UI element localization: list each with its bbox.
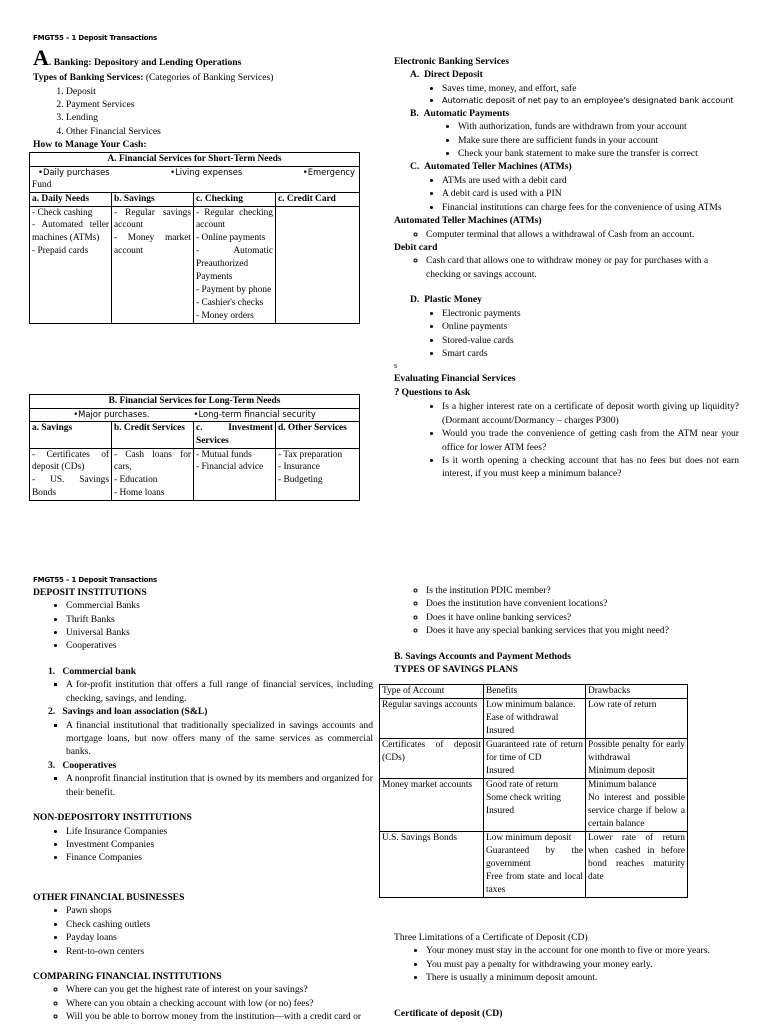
column-header: c. Credit Card [276, 192, 360, 206]
list-item: 4. Other Financial Services [66, 125, 360, 138]
section-heading: Automated Teller Machines (ATMs) [394, 215, 542, 227]
list-item: • A debit card is used with a PIN [442, 187, 739, 200]
list-item: • Financial institutions can charge fees for the convenience of using ATMs [442, 201, 739, 214]
table-cell: Low rate of return [586, 698, 688, 738]
list-item: • Check your bank statement to make sure the transfer is correct [458, 147, 739, 160]
table-title: B. Financial Services for Long-Term Needs [30, 395, 360, 409]
list-item: • Electronic payments [442, 307, 739, 320]
list-item: • Investment Companies [66, 838, 373, 851]
list-item: ◦ Does it have online banking services? [426, 611, 739, 624]
list-item: • Universal Banks [66, 626, 373, 639]
definition-text: ▪ A for-profit institution that offers a full range of financial services, including checking, savings, and lending. [66, 678, 373, 705]
section-heading: Three Limitations of a Certificate of Deposit (CD) [394, 932, 588, 943]
column-header: b. Credit Services [112, 421, 194, 448]
left-column [33, 34, 360, 152]
table-cell: Good rate of return Some check writing Insured [484, 778, 586, 831]
section-title [33, 44, 360, 70]
list-item: 3. Lending [66, 111, 360, 124]
list-item: • Commercial Banks [66, 599, 373, 612]
section-heading: DEPOSIT INSTITUTIONS [33, 586, 147, 598]
section-heading: TYPES OF SAVINGS PLANS [394, 664, 518, 676]
definition-text: ▪ A nonprofit financial institution that is owned by its members and organized for their benefit. [66, 772, 373, 799]
section-heading: OTHER FINANCIAL BUSINESSES [33, 891, 185, 903]
list-item: • Life Insurance Companies [66, 825, 373, 838]
table-cell: - Tax preparation - Insurance - Budgeting [276, 448, 360, 501]
table-cell: Low minimum balance. Ease of withdrawal Insured [484, 698, 586, 738]
definition-list: 1. Commercial bank ▪ A for-profit institution that offers a full range of financial services, including checking, savings, and lending. 2. Savings and loan association (S&L) ▪ A financial institutional that traditionally specialized in savings accounts and mortgage loans, but now offers many of the same services as commercial banks. 3. Cooperatives ▪ A nonprofit financial institution that is owned by its members and organized for their benefit. [33, 665, 373, 799]
table-cell: - Cash loans for cars, - Education - Home loans [112, 448, 194, 501]
types-list [33, 85, 360, 139]
list-item: • Your money must stay in the account for one month to five or more years. [426, 944, 739, 957]
list-item: • Finance Companies [66, 851, 373, 864]
list-item: • Make sure there are sufficient funds in your account [458, 134, 739, 147]
list-item: • Rent-to-own centers [66, 945, 373, 958]
title-letter: A [33, 44, 49, 70]
section-heading: Certificate of deposit (CD) [394, 1007, 503, 1019]
table-needs-row: •Major purchases. •Long-term financial security [30, 408, 360, 421]
table-cell [276, 206, 360, 324]
right-column-lower [394, 931, 739, 1020]
left-column [33, 576, 373, 1024]
definition-term: Cooperatives [62, 759, 117, 771]
table-cell: Money market accounts [380, 778, 484, 831]
section-heading: Evaluating Financial Services [394, 372, 516, 384]
table-cell: - Regular checking account - Online payments - Automatic Preauthorized Payments - Payment by phone - Cashier's checks - Money orders [194, 206, 276, 324]
section-heading: Electronic Banking Services [394, 56, 509, 67]
list-item: ◦ Computer terminal that allows a withdrawal of Cash from an account. [426, 228, 739, 241]
column-header: a. Savings [30, 421, 112, 448]
list-item: ◦ Does it have any special banking services that you might need? [426, 624, 739, 637]
short-term-table [29, 152, 360, 324]
section-heading: COMPARING FINANCIAL INSTITUTIONS [33, 970, 222, 982]
column-header: a. Daily Needs [30, 192, 112, 206]
stray-text: s [394, 361, 398, 371]
table-cell: Possible penalty for early withdrawal Minimum deposit [586, 738, 688, 778]
savings-plans-table [379, 684, 688, 898]
list-item: 1. Deposit [66, 85, 360, 98]
list-item: • Would you trade the convenience of getting cash from the ATM near your office for lower ATM fees? [442, 427, 739, 454]
table-row [380, 831, 688, 897]
list-item: ◦ Where can you obtain a checking account with low (or no) fees? [66, 997, 373, 1010]
sub-heading: Plastic Money [424, 294, 482, 306]
list-item: • With authorization, funds are withdrawn from your account [458, 120, 739, 133]
column-header: c. Investment Services [194, 421, 276, 448]
list-item: • ATMs are used with a debit card [442, 174, 739, 187]
page-header: FMGT55 – 1 Deposit Transactions [33, 34, 158, 42]
table-cell: - Regular savings account - Money market account [112, 206, 194, 324]
list-item: • Thrift Banks [66, 613, 373, 626]
column-header: c. Checking [194, 192, 276, 206]
sub-heading: Questions to Ask [401, 386, 471, 398]
list-item: ◦ Does the institution have convenient locations? [426, 597, 739, 610]
sub-heading: Direct Deposit [424, 69, 483, 81]
list-item: • There is usually a minimum deposit amount. [426, 971, 739, 984]
table-needs-row: •Daily purchases •Living expenses •Emergency Fund [30, 166, 360, 192]
table-row [380, 738, 688, 778]
list-item: • Saves time, money, and effort, safe [442, 82, 739, 95]
title-text: . Banking: Depository and Lending Operations [48, 56, 242, 68]
table-cell: Minimum balance No interest and possible service charge if below a certain balance [586, 778, 688, 831]
column-header: Drawbacks [586, 685, 688, 699]
list-item: ◦ Is the institution PDIC member? [426, 584, 739, 597]
sub-heading: Automatic Payments [423, 107, 510, 119]
list-item: • Online payments [442, 320, 739, 333]
right-column [394, 584, 739, 677]
sub-heading: Automated Teller Machines (ATMs) [424, 161, 572, 173]
table-cell: - Mutual funds - Financial advice [194, 448, 276, 501]
list-item: • Stored-value cards [442, 334, 739, 347]
types-heading: Types of Banking Services: (Categories of Banking Services) [33, 72, 274, 84]
list-item: 2. Payment Services [66, 98, 360, 111]
table-cell: Guaranteed rate of return for time of CD Insured [484, 738, 586, 778]
table-title: A. Financial Services for Short-Term Needs [30, 153, 360, 167]
table-cell: Low minimum deposit Guaranteed by the government Free from state and local taxes [484, 831, 586, 897]
table-cell: Regular savings accounts [380, 698, 484, 738]
list-item: • Payday loans [66, 931, 373, 944]
table-row [380, 698, 688, 738]
definition-term: Commercial bank [62, 665, 137, 677]
table-cell: Certificates of deposit (CDs) [380, 738, 484, 778]
question-mark-icon: ? [394, 385, 400, 398]
column-header: d. Other Services [276, 421, 360, 448]
list-item: • Smart cards [442, 347, 739, 360]
list-item: ◦ Where can you get the highest rate of interest on your savings? [66, 983, 373, 996]
page-2 [0, 560, 768, 1024]
section-heading: B. Savings Accounts and Payment Methods [394, 650, 571, 662]
right-column: Electronic Banking Services A. Direct Deposit • Saves time, money, and effort, safe • Automatic deposit of net pay to an employee's designated bank account B. Automatic Payments • With authorization, funds are withdrawn from your account • Make sure there are sufficient funds in your account • Check your bank statement to make sure the transfer is correct C. Automated Teller Machines (ATMs) • ATMs are used with a debit card • A debit card is used with a PIN • Financial institutions can charge fees for the convenience of using ATMs Automated Teller Machines (ATMs) ◦ Computer terminal that allows a withdrawal of Cash from an account. Debit card ◦ Cash card that allows one to withdraw money or pay for purchases with a checking or savings account. D. Plastic Money • Electronic payments • Online payments • Stored-value cards • Smart cards s Evaluating Financial Services ? Questions to Ask • Is a higher interest rate on a certificate of deposit worth giving up liquidity? (Dormant account/Dormancy – charges P300) • Would you trade the convenience of getting cash from the ATM near your office for lower ATM fees? • Is it worth opening a checking account that has no fees but does not earn interest, if you must keep a minimum balance? [394, 55, 739, 481]
list-item: • Automatic deposit of net pay to an employee's designated bank account [442, 95, 739, 106]
table-cell: - Check cashing - Automated teller machines (ATMs) - Prepaid cards [30, 206, 112, 324]
list-item: ◦ Cash card that allows one to withdraw money or pay for purchases with a checking or savings account. [426, 254, 739, 281]
column-header: Benefits [484, 685, 586, 699]
manage-cash-heading: How to Manage Your Cash: [33, 139, 147, 151]
list-item: • Pawn shops [66, 904, 373, 917]
list-item: • Check cashing outlets [66, 918, 373, 931]
definition-term: Savings and loan association (S&L) [62, 706, 208, 718]
definition-text: ▪ A financial institutional that traditionally specialized in savings accounts and mortgage loans, but now offers many of the same services as commercial banks. [66, 719, 373, 759]
list-item: • Cooperatives [66, 639, 373, 652]
long-term-table [29, 394, 360, 501]
table-cell: - Certificates of deposit (CDs) - US. Savings Bonds [30, 448, 112, 501]
page-header: FMGT55 – 1 Deposit Transactions [33, 576, 158, 584]
table-cell: U.S. Savings Bonds [380, 831, 484, 897]
column-header: Type of Account [380, 685, 484, 699]
table-cell: Lower rate of return when cashed in before bond reaches maturity date [586, 831, 688, 897]
section-heading: Debit card [394, 241, 438, 253]
list-item: ◦ Will you be able to borrow money from the institution—with a credit card or [66, 1010, 373, 1023]
list-item: • Is it worth opening a checking account that has no fees but does not earn interest, if you must keep a minimum balance? [442, 454, 739, 481]
section-heading: NON-DEPOSITORY INSTITUTIONS [33, 812, 192, 824]
list-item: • You must pay a penalty for withdrawing your money early. [426, 958, 739, 971]
table-row [380, 778, 688, 831]
list-item: • Is a higher interest rate on a certificate of deposit worth giving up liquidity? (Dormant account/Dormancy – charges P300) [442, 400, 739, 427]
column-header: b. Savings [112, 192, 194, 206]
